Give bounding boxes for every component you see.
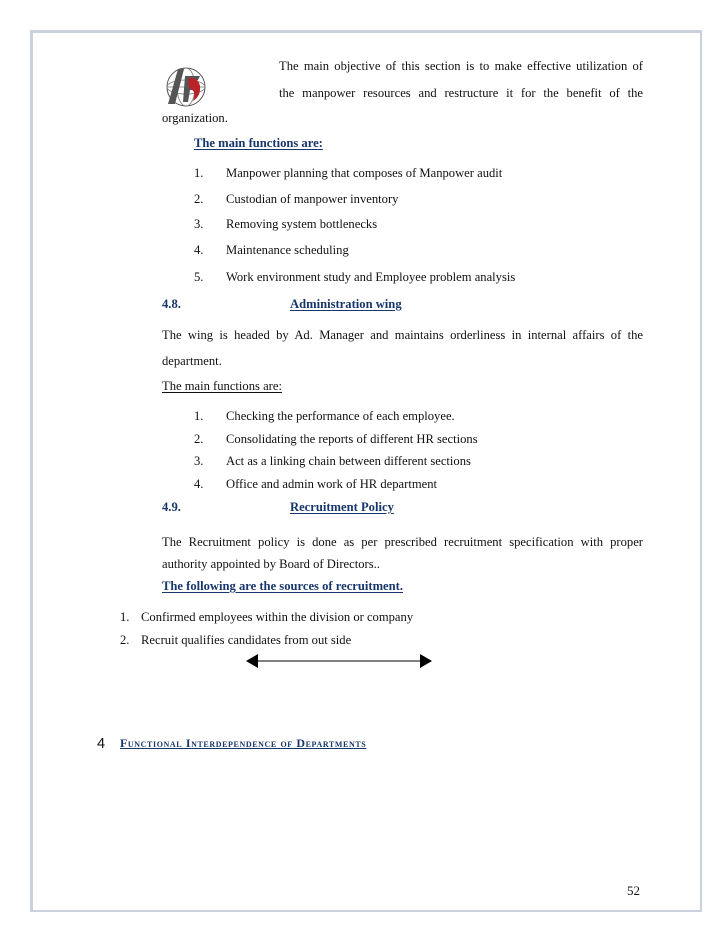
list-item: Confirmed employees within the division or company xyxy=(141,610,414,624)
list-item-number: 2. xyxy=(120,633,130,647)
list-item-number: 3. xyxy=(194,454,204,468)
double-arrow-icon xyxy=(246,652,432,670)
intro-line-1: The main objective of this section is to make effective utilization of xyxy=(279,59,643,73)
list-item: Office and admin work of HR department xyxy=(226,477,438,491)
list-item: Work environment study and Employee problem analysis xyxy=(226,270,516,284)
list-item-number: 3. xyxy=(194,217,204,231)
list-item-number: 2. xyxy=(194,192,204,206)
list-item-number: 5. xyxy=(194,270,204,284)
chapter-title: Functional Interdependence of Departments xyxy=(120,736,367,750)
recruitment-para-line-2: authority appointed by Board of Directors.. xyxy=(162,557,380,571)
list-item: Checking the performance of each employee. xyxy=(226,409,455,423)
recruitment-sources-heading: The following are the sources of recruitment. xyxy=(162,579,403,593)
manpower-functions-heading: The main functions are: xyxy=(194,136,323,150)
list-item-number: 1. xyxy=(194,409,204,423)
page-number: 52 xyxy=(627,883,640,898)
section-title-recruitment-policy: Recruitment Policy xyxy=(290,500,394,514)
section-title-administration-wing: Administration wing xyxy=(290,297,402,311)
page-border xyxy=(30,30,702,912)
list-item: Removing system bottlenecks xyxy=(226,217,378,231)
list-item: Consolidating the reports of different HR sections xyxy=(226,432,478,446)
list-item-number: 1. xyxy=(120,610,130,624)
intro-line-2: the manpower resources and restructure it for the benefit of the xyxy=(279,86,643,100)
list-item-number: 4. xyxy=(194,477,204,491)
list-item: Recruit qualifies candidates from out side xyxy=(141,633,352,647)
list-item-number: 1. xyxy=(194,166,204,180)
admin-para-line-2: department. xyxy=(162,354,222,368)
list-item: Act as a linking chain between different sections xyxy=(226,454,471,468)
list-item: Custodian of manpower inventory xyxy=(226,192,399,206)
section-number-4-8: 4.8. xyxy=(162,297,181,311)
admin-functions-heading: The main functions are: xyxy=(162,379,282,393)
list-item: Manpower planning that composes of Manpower audit xyxy=(226,166,503,180)
company-logo xyxy=(162,64,208,110)
intro-line-3: organization. xyxy=(162,111,228,125)
section-number-4-9: 4.9. xyxy=(162,500,181,514)
list-item: Maintenance scheduling xyxy=(226,243,349,257)
recruitment-para-line-1: The Recruitment policy is done as per prescribed recruitment specification with proper xyxy=(162,535,643,549)
list-item-number: 4. xyxy=(194,243,204,257)
chapter-number: 4 xyxy=(97,736,106,752)
list-item-number: 2. xyxy=(194,432,204,446)
admin-para-line-1: The wing is headed by Ad. Manager and maintains orderliness in internal affairs of the xyxy=(162,328,643,342)
